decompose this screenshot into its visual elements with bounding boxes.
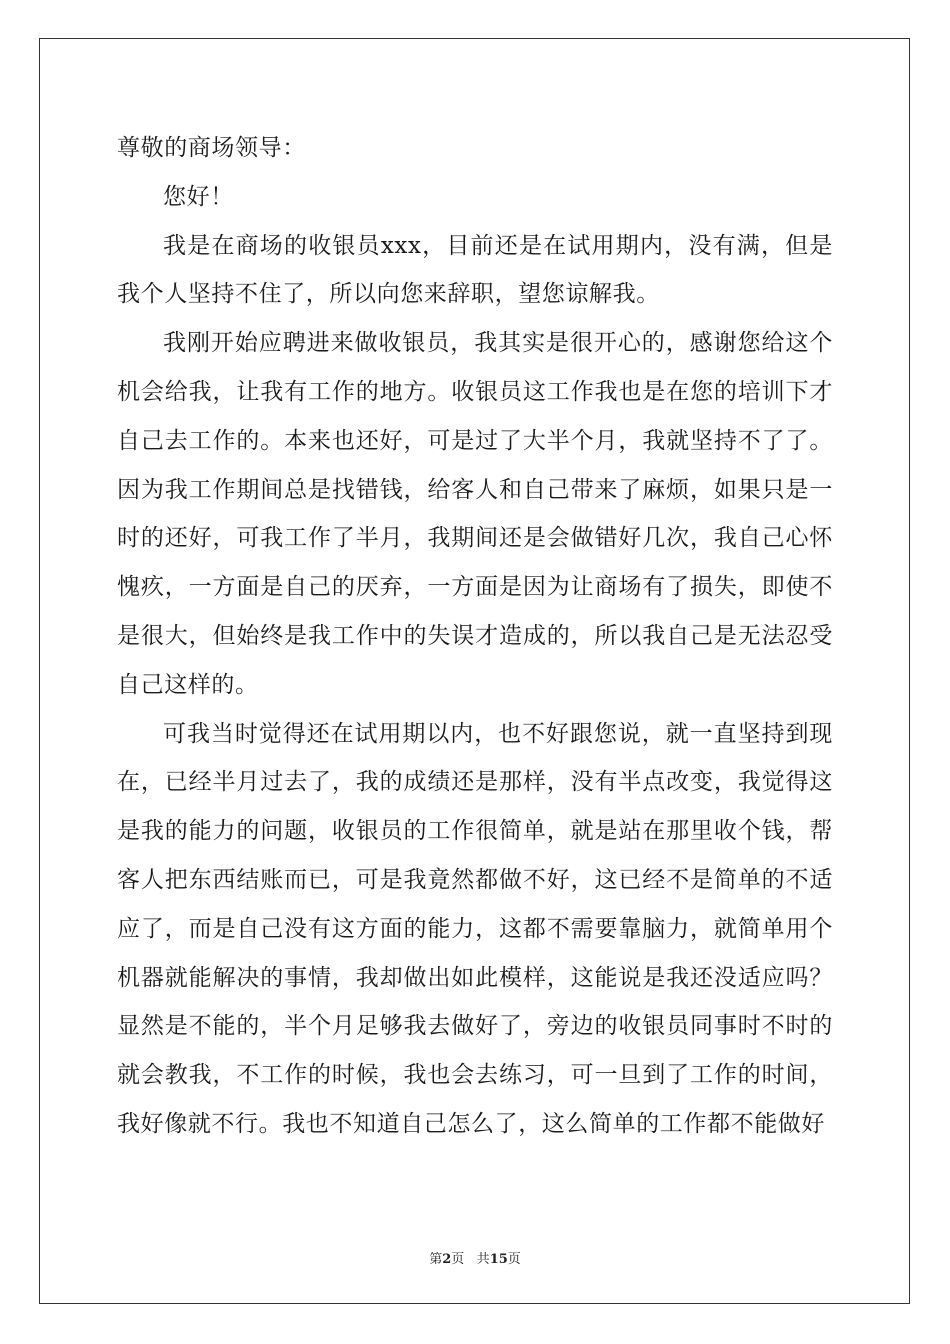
page-suffix: 页 (451, 1252, 465, 1267)
total-suffix: 页 (507, 1252, 521, 1267)
total-pages: 15 (489, 1252, 508, 1267)
paragraph-3: 可我当时觉得还在试用期以内，也不好跟您说，就一直坚持到现在，已经半月过去了，我的成绩还是那样，没有半点改变，我觉得这是我的能力的问题，收银员的工作很简单，就是站在那里收个钱，帮客人把东西结账而已，可是我竟然都做不好，这已经不是简单的不适应了，而是自己没有这方面的能力，这都不需要靠脑力，就简单用个机器就能解决的事情，我却做出如此模样，这能说是我还没适应吗？显然是不能的，半个月足够我去做好了，旁边的收银员同事时不时的就会教我，不工作的时候，我也会去练习，可一旦到了工作的时间，我好像就不行。我也不知道自己怎么了，这么简单的工作都不能做好 (117, 720, 833, 1137)
letter-body (117, 124, 833, 1149)
page-prefix: 第 (429, 1252, 443, 1267)
page-number: 2 (442, 1252, 452, 1267)
salutation: 尊敬的商场领导： (117, 135, 306, 161)
greeting: 您好！ (163, 183, 234, 210)
page-footer (0, 1248, 950, 1267)
paragraph-2: 我刚开始应聘进来做收银员，我其实是很开心的，感谢您给这个机会给我，让我有工作的地方。收银员这工作我也是在您的培训下才自己去工作的。本来也还好，可是过了大半个月，我就坚持不了了。因为我工作期间总是找错钱，给客人和自己带来了麻烦，如果只是一时的还好，可我工作了半月，我期间还是会做错好几次，我自己心怀愧疚，一方面是自己的厌弃，一方面是因为让商场有了损失，即使不是很大，但始终是我工作中的失误才造成的，所以我自己是无法忍受自己这样的。 (117, 330, 833, 698)
total-prefix: 共 (476, 1252, 490, 1267)
paragraph-1: 我是在商场的收银员xxx，目前还是在试用期内，没有满，但是我个人坚持不住了，所以向您来辞职，望您谅解我。 (117, 232, 833, 308)
